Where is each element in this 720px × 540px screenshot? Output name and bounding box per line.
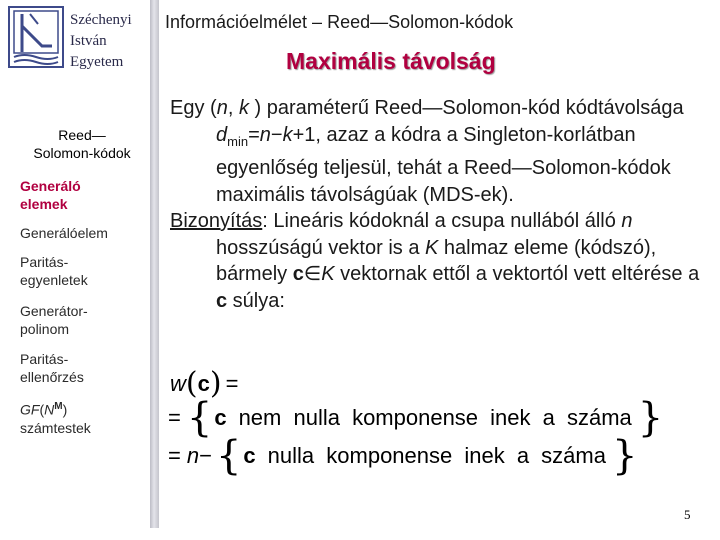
var-n: n (186, 443, 200, 468)
formula-text: nulla komponense inek a száma (267, 443, 606, 468)
text: halmaz eleme (kódszó), bármely (216, 236, 657, 285)
text: súlya: (227, 289, 285, 312)
equals-sign: = (225, 371, 239, 396)
text: Egy ( (170, 97, 217, 119)
sidebar-item-generalo-elemek[interactable]: Generáló elemek (20, 178, 81, 212)
var-K: K (425, 236, 439, 259)
theorem-paragraph (170, 95, 715, 208)
var-n: n (259, 123, 271, 146)
page-title: Maximális távolság (286, 48, 496, 74)
text: : Lineáris kódoknál a csupa nullából álló (262, 210, 622, 232)
minus-sign: − (199, 443, 212, 468)
university-name-line3: Egyetem (70, 54, 124, 70)
sidebar-item-paritasellenorzes[interactable]: Paritás- ellenőrzés (20, 351, 84, 385)
var-k: k (282, 123, 293, 146)
sidebar-item-reed-solomon[interactable]: Reed— Solomon-kódok (33, 127, 131, 161)
text: − (270, 123, 283, 146)
sidebar-item-generaloelem[interactable]: Generálóelem (20, 225, 108, 241)
sidebar-item-gf-szamtestek[interactable]: $GF(N^M)$ számtestek (20, 401, 91, 436)
var-k: k (238, 97, 249, 119)
var-c: c (214, 405, 227, 430)
university-name (70, 10, 132, 73)
equals-sign: = (168, 405, 181, 430)
var-c: c (216, 289, 228, 312)
formula-row-2: = { c nem nulla komponense inek a száma } (168, 395, 664, 441)
var-w: w (170, 371, 186, 396)
var-c: c (197, 371, 210, 396)
sidebar-item-paritasegyenletek[interactable]: Paritás- egyenletek (20, 254, 88, 288)
var-d: d (216, 123, 228, 146)
text: vektornak ettől a vektortól vett eltérése a (334, 263, 700, 285)
page-number: 5 (684, 507, 691, 522)
var-n: n (621, 210, 633, 232)
university-name-line1: Széchenyi (70, 12, 132, 28)
university-name-line2: István (70, 33, 107, 49)
formula-row-1: w ( c ) = (170, 366, 239, 401)
text: , (227, 97, 239, 119)
text: = (248, 123, 260, 146)
var-K: K (321, 263, 335, 285)
var-c: c (243, 443, 256, 468)
element-of-symbol: ∈ (303, 263, 322, 285)
subscript-min: min (227, 133, 249, 149)
formula-text: nem nulla komponense inek a száma (238, 405, 632, 430)
main-content (170, 95, 715, 314)
sidebar-item-generatorpolinom[interactable]: Generátor- polinom (20, 303, 88, 337)
text: hosszúságú vektor is a (216, 236, 425, 259)
proof-label: Bizonyítás (170, 210, 263, 232)
course-subject: Információelmélet – Reed—Solomon-kódok (165, 12, 514, 32)
formula-row-3: = n − { c nulla komponense inek a száma } (168, 433, 638, 479)
var-n: n (216, 97, 228, 119)
proof-paragraph (170, 208, 715, 314)
vertical-divider (150, 0, 159, 528)
equals-sign: = (168, 443, 181, 468)
var-c: c (292, 263, 304, 285)
text: +1, azaz a kódra a Singleton-korlátban egyenlőség teljesül, tehát a Reed—Solomon-kódok maximális távolságúak (MDS-ek). (216, 123, 671, 206)
university-logo-icon (8, 6, 64, 68)
text: ) paraméterű Reed—Solomon-kód kódtávolsága (248, 97, 684, 119)
